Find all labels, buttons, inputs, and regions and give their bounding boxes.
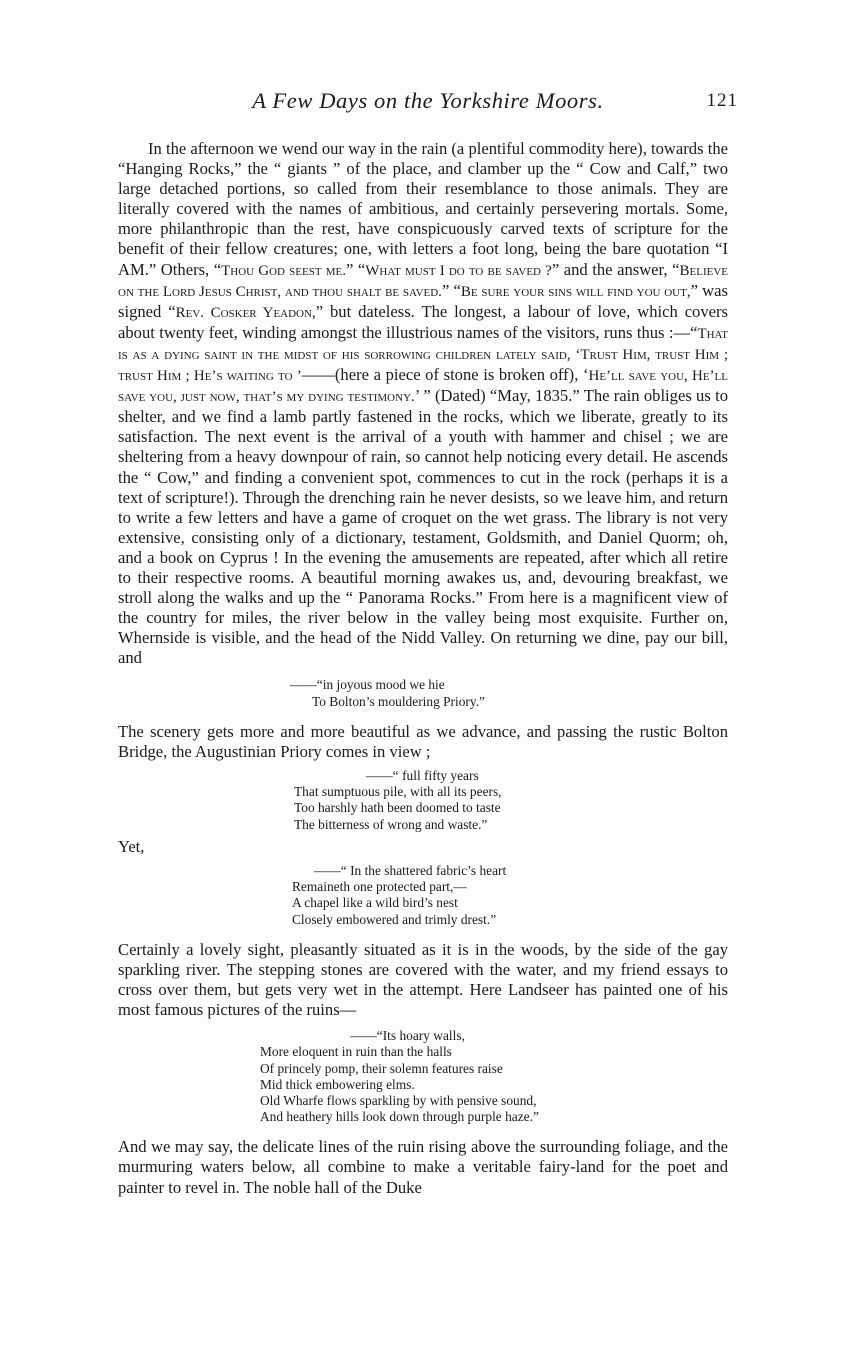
running-title: A Few Days on the Yorkshire Moors.	[252, 88, 604, 113]
inscription-text: Thou God seest me.	[221, 262, 346, 279]
verse-line: Too harshly hath been doomed to taste	[294, 800, 501, 816]
paragraph-text: ” was signed “	[118, 280, 728, 321]
verse-line: A chapel like a wild bird’s nest	[292, 895, 458, 911]
paragraph-fairy-land: And we may say, the delicate lines of the ruin rising above the surrounding foliage, and the murmuring waters below, all combine to make a veritable fairy-land for the poet and painter to revel in. The noble hall of the Duke	[118, 1137, 728, 1197]
verse-line: ——“in joyous mood we hie	[290, 677, 445, 693]
page-header	[118, 88, 738, 118]
verse-line: Mid thick embowering elms.	[260, 1076, 415, 1092]
verse-line: Old Wharfe flows sparkling by with pensive sound,	[260, 1092, 537, 1108]
inscription-text: He’ll save you, He’ll save you, just now, that’s my dying testimony.	[118, 368, 728, 406]
verse-shattered-fabric	[118, 863, 728, 928]
verse-line: Closely embowered and trimly drest.”	[292, 911, 497, 927]
verse-line: ——“ In the shattered fabric’s heart	[314, 862, 507, 878]
paragraph-text: ——(here a piece of stone is broken off), ‘	[301, 365, 589, 385]
signature-text: Rev. Cosker Yeadon,	[175, 304, 316, 321]
paragraph-text: ” “	[441, 280, 461, 300]
paragraph-yet: Yet,	[118, 836, 145, 856]
paragraph-text: In the afternoon we wend our way in the rain (a plentiful commodity here), towards the “Hanging Rocks,” the “ giants ” of the place, and clamber up the “ Cow and Calf,” two large detached portions, so called from their resemblance to those animals. They are literally covered with the names of ambitious, and certainly persevering mortals. Some, more philanthropic than the rest, have conspicuously carved texts of scripture for the benefit of their fellow creatures; one, with letters a foot long, being the bare quotation “I AM.” Others, “	[118, 139, 728, 279]
verse-fifty-years	[118, 768, 728, 833]
paragraph-priory: The scenery gets more and more beautiful as we advance, and passing the rustic Bolton Bridge, the Augustinian Priory comes in view ;	[118, 721, 728, 761]
inscription-text: What must I do to be saved ?	[365, 262, 552, 279]
verse-line: To Bolton’s mouldering Priory.”	[312, 693, 486, 709]
verse-bolton	[118, 677, 728, 709]
verse-hoary-walls	[118, 1028, 728, 1125]
inscription-text: Believe on the Lord Jesus Christ, and thou shalt be saved.	[118, 262, 728, 300]
verse-line: ——“ full fifty years	[366, 768, 479, 784]
paragraph-rocks	[118, 139, 728, 668]
paragraph-text: ” but dateless. The longest, a labour of love, which covers about twenty feet, winding amongst the illustrious names of the visitors, runs thus :—“	[118, 301, 728, 342]
inscription-text: That is as a dying saint in the midst of his sorrowing children lately said, ‘Trust Him, trust Him ; trust Him ; He’s waiting to ’	[118, 325, 728, 385]
article-body	[118, 139, 728, 1198]
verse-line: More eloquent in ruin than the halls	[260, 1044, 452, 1060]
verse-line: Remaineth one protected part,—	[292, 879, 467, 895]
paragraph-text: ” “	[345, 259, 366, 279]
verse-line: Of princely pomp, their solemn features raise	[260, 1060, 503, 1076]
verse-line: ——“Its hoary walls,	[350, 1028, 465, 1044]
paragraph-text: ’ ” (Dated) “May, 1835.” The rain obliges us to shelter, and we find a lamb partly fastened in the rocks, which we liberate, greatly to its satisfaction. The next event is the arrival of a youth with hammer and chisel ; we are sheltering from a heavy downpour of rain, so cannot help noticing every detail. He ascends the “ Cow,” and finding a convenient spot, commences to cut in the rock (perhaps it is a text of scripture!). Through the drenching rain he never desists, so we leave him, and return to write a few letters and have a game of croquet on the wet grass. The library is not very extensive, consisting only of a dictionary, testament, Goldsmith, and Daniel Quorm; oh, and a book on Cyprus ! In the evening the amusements are repeated, after which all retire to their respective rooms. A beautiful morning awakes us, and, devouring breakfast, we stroll along the walks and up the “ Panorama Rocks.” From here is a magnificent view of the country for miles, the river below in the valley being most exquisite. Further on, Whernside is visible, and the head of the Nidd Valley. On returning we dine, pay our bill, and	[118, 386, 728, 668]
verse-line: The bitterness of wrong and waste.”	[294, 816, 488, 832]
verse-line: And heathery hills look down through purple haze.”	[260, 1109, 539, 1125]
paragraph-lovely-sight: Certainly a lovely sight, pleasantly situated as it is in the woods, by the side of the gay sparkling river. The stepping stones are covered with the water, and my friend essays to cross over them, but gets very wet in the attempt. Here Landseer has painted one of his most famous pictures of the ruins—	[118, 939, 728, 1020]
verse-line: That sumptuous pile, with all its peers,	[294, 784, 502, 800]
page-number: 121	[706, 90, 738, 111]
paragraph-text: ” and the answer, “	[551, 259, 680, 279]
inscription-text: Be sure your sins will find you out,	[460, 283, 691, 300]
